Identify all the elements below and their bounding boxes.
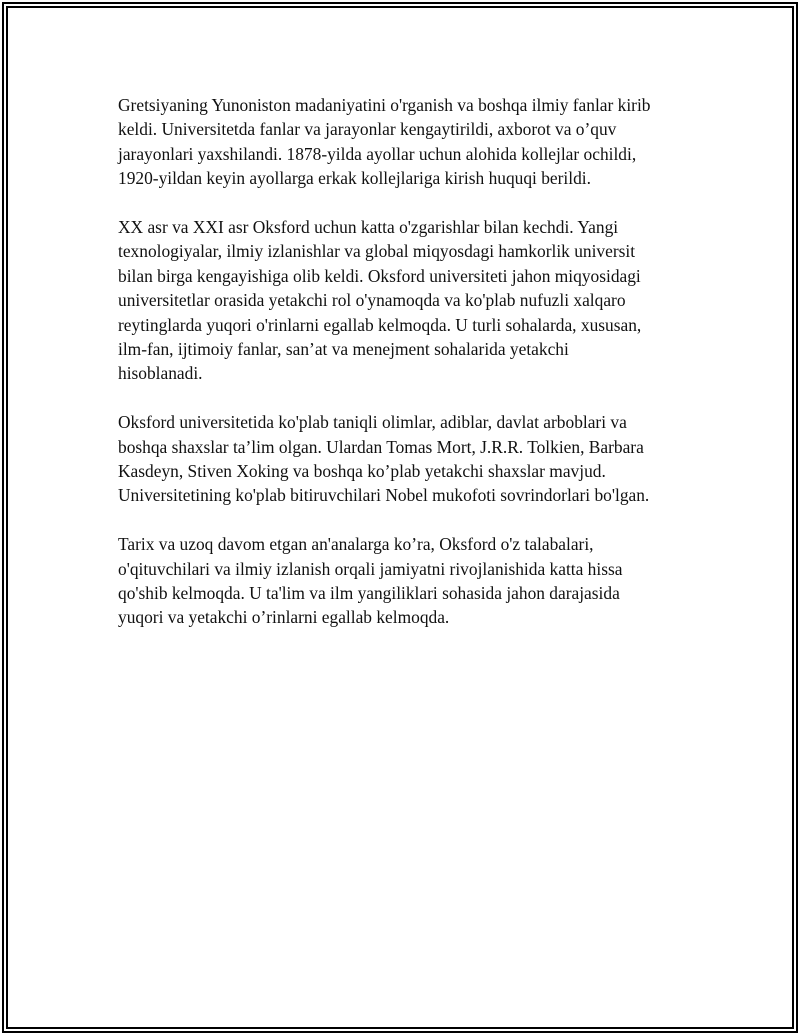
text-line: hisoblanadi.: [118, 363, 203, 384]
text-line: bilan birga kengayishiga olib keldi. Oksford universiteti jahon miqyosidagi: [118, 265, 641, 286]
text-line: boshqa shaxslar ta’lim olgan. Ulardan Tomas Mort, J.R.R. Tolkien, Barbara: [118, 436, 644, 457]
text-line: keldi. Universitetda fanlar va jarayonlar kengaytirildi, axborot va o’quv: [118, 119, 617, 140]
paragraph-4: [118, 532, 698, 630]
text-line: Oksford universitetida ko'plab taniqli olimlar, adiblar, davlat arboblari va: [118, 412, 627, 433]
paragraph-3: [118, 410, 698, 508]
text-line: reytinglarda yuqori o'rinlarni egallab kelmoqda. U turli sohalarda, xususan,: [118, 314, 642, 335]
document-body: [118, 93, 698, 654]
text-line: universitetlar orasida yetakchi rol o'ynamoqda va ko'plab nufuzli xalqaro: [118, 290, 626, 311]
text-line: jarayonlari yaxshilandi. 1878-yilda ayollar uchun alohida kollejlar ochildi,: [118, 143, 637, 164]
paragraph-1: [118, 93, 698, 191]
text-line: Tarix va uzoq davom etgan an'analarga ko’ra, Oksford o'z talabalari,: [118, 534, 594, 555]
text-line: ilm-fan, ijtimoiy fanlar, san’at va menejment sohalarida yetakchi: [118, 339, 569, 360]
paragraph-2: [118, 215, 698, 386]
text-line: texnologiyalar, ilmiy izlanishlar va global miqyosdagi hamkorlik universit: [118, 241, 636, 262]
text-line: XX asr va XXI asr Oksford uchun katta o'zgarishlar bilan kechdi. Yangi: [118, 217, 619, 238]
text-line: yuqori va yetakchi o’rinlarni egallab kelmoqda.: [118, 607, 450, 628]
text-line: Gretsiyaning Yunoniston madaniyatini o'rganish va boshqa ilmiy fanlar kirib: [118, 95, 651, 115]
text-line: Universitetining ko'plab bitiruvchilari Nobel mukofoti sovrindorlari bo'lgan.: [118, 485, 650, 506]
text-line: Kasdeyn, Stiven Xoking va boshqa ko’plab yetakchi shaxslar mavjud.: [118, 461, 606, 482]
text-line: 1920-yildan keyin ayollarga erkak kollejlariga kirish huquqi berildi.: [118, 168, 591, 189]
text-line: o'qituvchilari va ilmiy izlanish orqali jamiyatni rivojlanishida katta hissa: [118, 558, 623, 579]
text-line: qo'shib kelmoqda. U ta'lim va ilm yangiliklari sohasida jahon darajasida: [118, 583, 620, 604]
